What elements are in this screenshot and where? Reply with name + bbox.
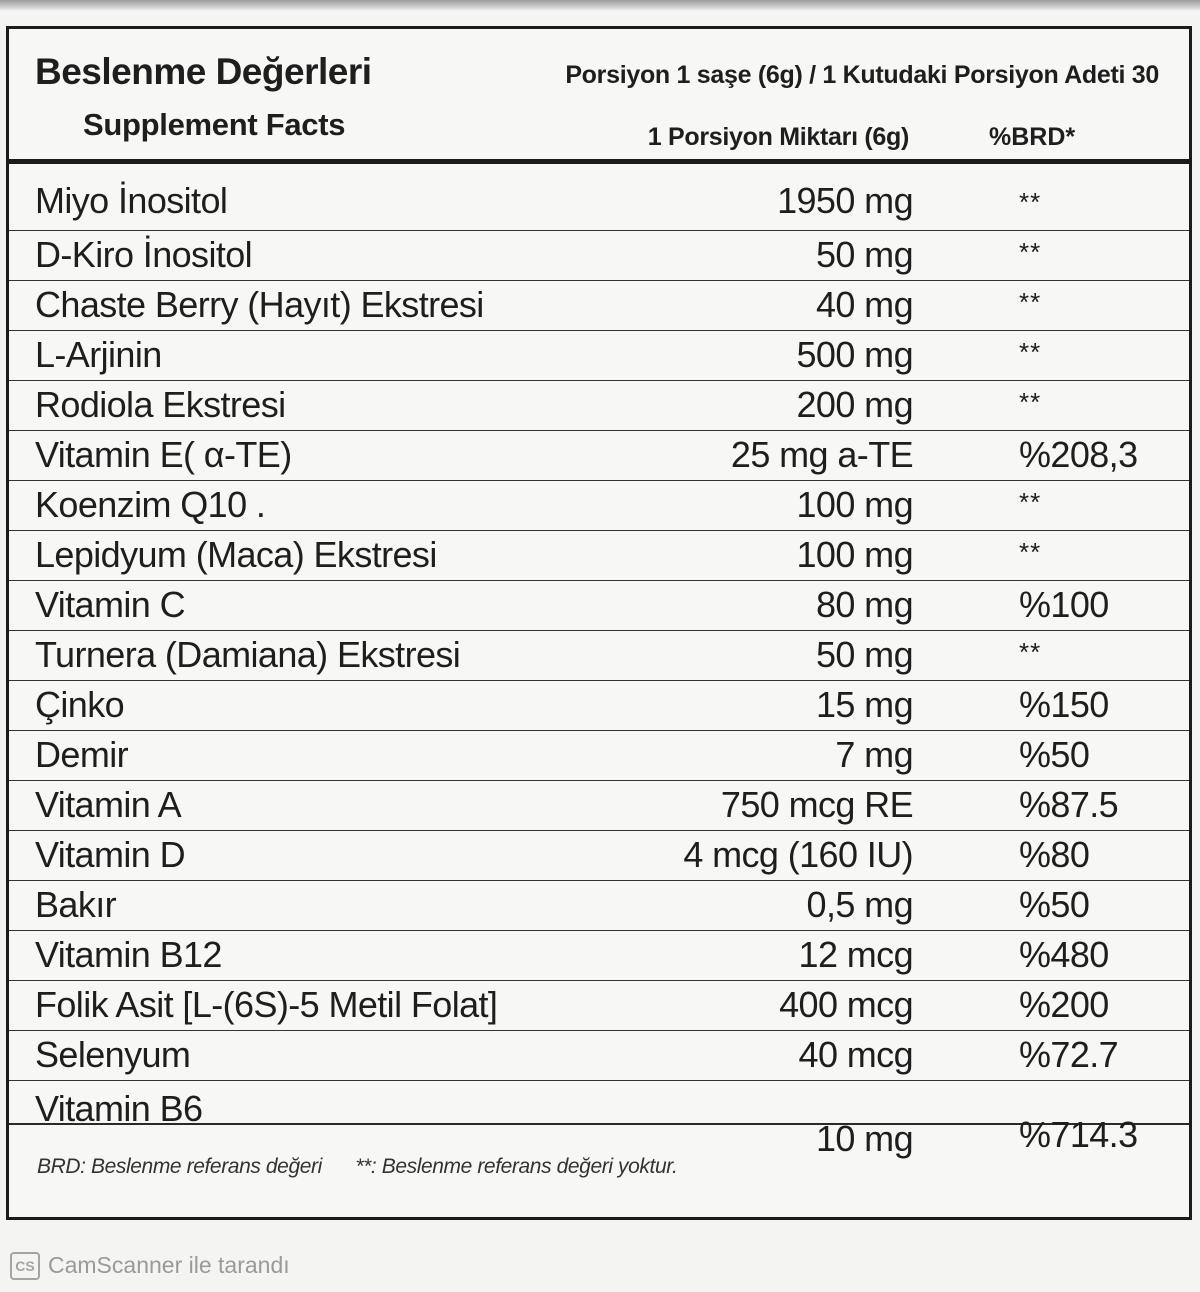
nutrient-nrv: ** — [1019, 337, 1042, 367]
nutrient-nrv: %150 — [1019, 684, 1109, 725]
nutrient-amount: 40 mg — [815, 284, 913, 325]
nutrient-nrv: ** — [1019, 387, 1042, 417]
nutrient-name: Vitamin B6 — [35, 1088, 203, 1129]
nutrient-nrv: %208,3 — [1019, 434, 1138, 475]
nutrient-amount: 25 mg a-TE — [730, 434, 913, 475]
nutrient-amount: 15 mg — [815, 684, 913, 725]
footnote-stars: **: Beslenme referans değeri yoktur. — [355, 1155, 678, 1178]
table-row — [9, 581, 1189, 631]
nutrient-nrv: %50 — [1019, 884, 1090, 925]
table-row — [9, 931, 1189, 981]
serving-info: Porsiyon 1 saşe (6g) / 1 Kutudaki Porsiyon Adeti 30 — [565, 61, 1159, 89]
table-row — [9, 731, 1189, 781]
nutrient-nrv: ** — [1019, 287, 1042, 317]
camscanner-logo: CS — [10, 1252, 40, 1280]
table-row — [9, 164, 1189, 231]
nutrient-amount: 10 mg — [815, 1118, 913, 1159]
nutrient-name: Turnera (Damiana) Ekstresi — [35, 634, 461, 675]
footnote-brd: BRD: Beslenme referans değeri — [37, 1155, 322, 1178]
nutrient-table — [9, 159, 1189, 1159]
table-row — [9, 881, 1189, 931]
nutrient-name: Selenyum — [35, 1034, 191, 1075]
scanner-watermark — [0, 1244, 1200, 1292]
camscanner-text: CamScanner ile tarandı — [48, 1252, 290, 1278]
nutrient-amount: 750 mcg RE — [720, 784, 913, 825]
column-header-amount: 1 Porsiyon Miktarı (6g) — [647, 123, 909, 151]
nutrient-name: Çinko — [35, 684, 125, 725]
nutrient-name: Chaste Berry (Hayıt) Ekstresi — [35, 284, 484, 325]
nutrient-name: Rodiola Ekstresi — [35, 384, 286, 425]
nutrient-name: Miyo İnositol — [35, 180, 228, 221]
nutrient-name: Koenzim Q10 . — [35, 484, 266, 525]
table-row — [9, 1031, 1189, 1081]
nutrient-nrv: %87.5 — [1019, 784, 1119, 825]
table-row — [9, 631, 1189, 681]
table-row — [9, 831, 1189, 881]
nutrient-amount: 500 mg — [796, 334, 913, 375]
scan-top-edge — [0, 0, 1200, 10]
nutrient-name: L-Arjinin — [35, 334, 162, 375]
nutrient-amount: 50 mg — [815, 634, 913, 675]
table-row — [9, 281, 1189, 331]
nutrient-name: Vitamin C — [35, 584, 185, 625]
nutrient-amount: 7 mg — [835, 734, 913, 775]
column-header-nrv: %BRD* — [989, 123, 1076, 151]
table-row — [9, 231, 1189, 281]
table-row — [9, 781, 1189, 831]
table-row — [9, 531, 1189, 581]
table-row — [9, 681, 1189, 731]
table-row — [9, 481, 1189, 531]
nutrient-name: Vitamin E( α-TE) — [35, 434, 292, 475]
nutrient-nrv: ** — [1019, 237, 1042, 267]
nutrient-amount: 4 mcg (160 IU) — [683, 834, 913, 875]
nutrient-amount: 12 mcg — [798, 934, 913, 975]
nutrient-nrv: %72.7 — [1019, 1034, 1119, 1075]
nutrient-name: Lepidyum (Maca) Ekstresi — [35, 534, 437, 575]
nutrient-name: Vitamin A — [35, 784, 182, 825]
nutrient-amount: 80 mg — [815, 584, 913, 625]
nutrient-name: Bakır — [35, 884, 117, 925]
nutrient-nrv: %200 — [1019, 984, 1109, 1025]
nutrient-nrv: %714.3 — [1019, 1114, 1138, 1155]
nutrient-amount: 200 mg — [796, 384, 913, 425]
nutrient-nrv: ** — [1019, 487, 1042, 517]
nutrient-nrv: %80 — [1019, 834, 1090, 875]
nutrient-name: Demir — [35, 734, 128, 775]
nutrient-amount: 50 mg — [815, 234, 913, 275]
table-row — [9, 381, 1189, 431]
nutrient-amount: 100 mg — [796, 484, 913, 525]
nutrient-nrv: %100 — [1019, 584, 1109, 625]
nutrient-amount: 40 mcg — [798, 1034, 913, 1075]
table-row — [9, 331, 1189, 381]
title-english: Supplement Facts — [83, 107, 346, 142]
footnotes — [37, 1155, 705, 1179]
nutrient-amount: 0,5 mg — [806, 884, 913, 925]
nutrient-name: Vitamin B12 — [35, 934, 222, 975]
title-turkish: Beslenme Değerleri — [35, 51, 372, 92]
nutrient-name: Vitamin D — [35, 834, 185, 875]
nutrient-nrv: ** — [1019, 537, 1042, 567]
nutrient-amount: 100 mg — [796, 534, 913, 575]
nutrient-nrv: %50 — [1019, 734, 1090, 775]
nutrient-nrv: %480 — [1019, 934, 1109, 975]
table-row — [9, 981, 1189, 1031]
nutrient-name: Folik Asit [L-(6S)-5 Metil Folat] — [35, 984, 498, 1025]
supplement-facts-panel — [6, 26, 1192, 1220]
nutrient-nrv: ** — [1019, 187, 1042, 217]
nutrient-amount: 1950 mg — [777, 180, 913, 221]
table-row — [9, 431, 1189, 481]
nutrient-amount: 400 mcg — [779, 984, 913, 1025]
nutrient-nrv: ** — [1019, 637, 1042, 667]
nutrient-name: D-Kiro İnositol — [35, 234, 253, 275]
